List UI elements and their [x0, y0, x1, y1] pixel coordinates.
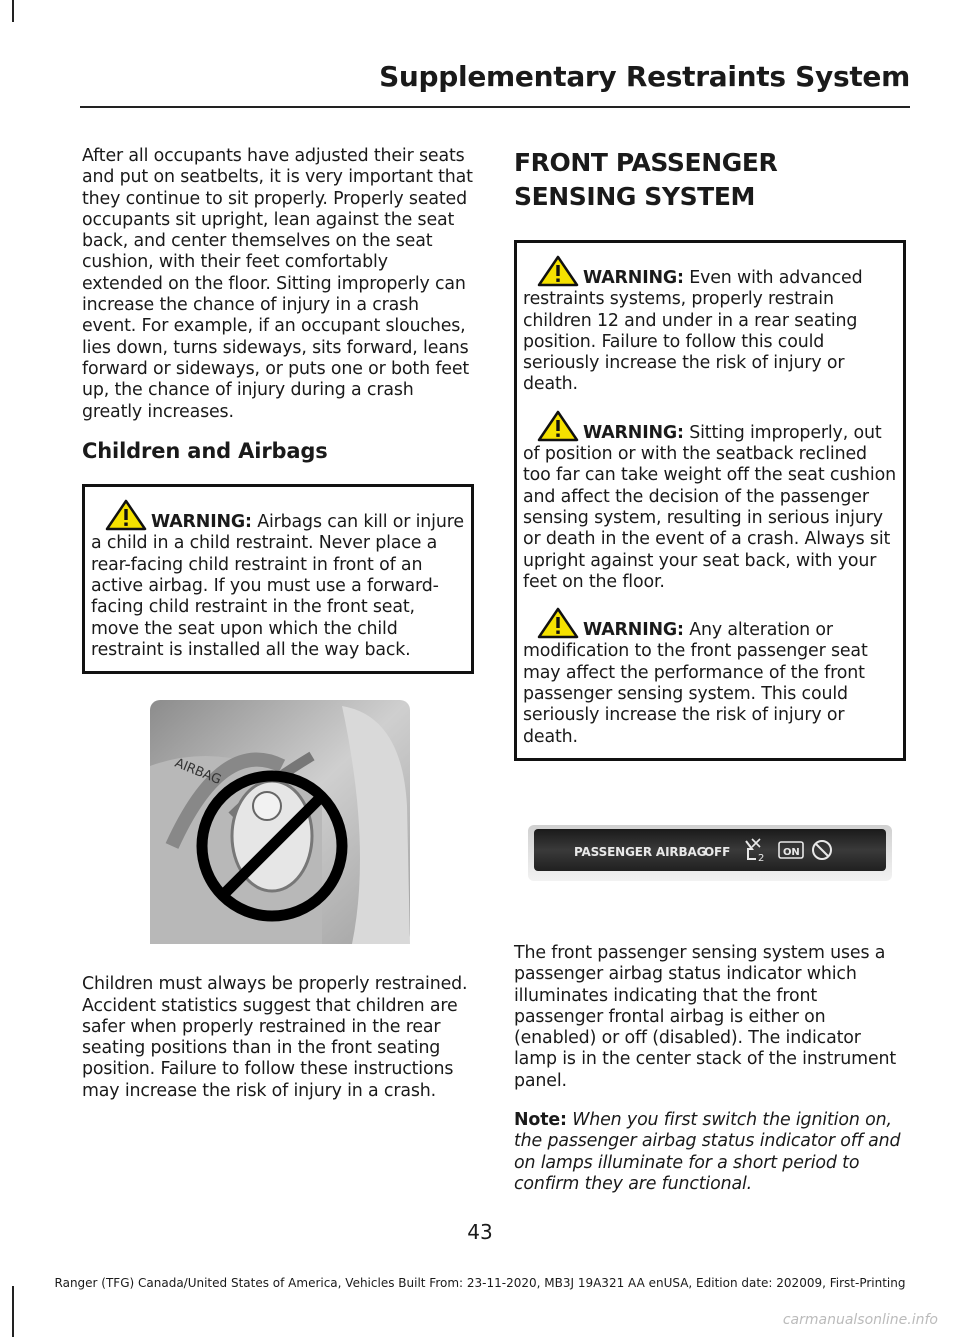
header-rule: [80, 106, 910, 108]
warning-triangle-icon: [537, 255, 579, 287]
warning-text: Even with advanced restraints systems, properly restrain children 12 and under in a rear seating position. Failure to follow this could seriously increase the risk of injury or death.: [523, 268, 863, 395]
crop-mark-bottom-left: [12, 1286, 14, 1337]
page-number: 43: [467, 1220, 493, 1244]
warning-label: WARNING:: [583, 422, 684, 443]
warning-label: WARNING:: [583, 620, 684, 641]
note-paragraph: [514, 1110, 906, 1195]
note-label: Note:: [514, 1110, 567, 1131]
indicator-paragraph: The front passenger sensing system uses a passenger airbag status indicator which illuminates indicating that the front passenger frontal airbag is either on (enabled) or off (disabled). The indicator lamp is in the center stack of the instrument panel.: [514, 942, 897, 1091]
section-heading: Children and Airbags: [82, 438, 328, 463]
svg-text:2: 2: [758, 852, 765, 864]
warning-text: Sitting improperly, out of position or with the seatback reclined too far can take weight off the seat cushion and affect the decision of the passenger sensing system, resulting in serious injury or death in the event of a crash. Always sit upright against your seat back, with your feet on the floor.: [523, 422, 896, 592]
warning-triangle-icon: [537, 607, 579, 639]
warning-box-passenger: [514, 240, 906, 761]
warning-item: [523, 255, 897, 396]
warning-text: Any alteration or modification to the front passenger seat may affect the performance of the front passenger sensing system. This could seriously increase the risk of injury or death.: [523, 620, 868, 747]
crop-mark-top-left: [12, 0, 14, 22]
airbag-label: AIRBAG: [172, 756, 224, 789]
section-heading-main: FRONT PASSENGER SENSING SYSTEM: [514, 148, 778, 211]
indicator-panel-drawing: [514, 799, 906, 899]
warning-item: [523, 607, 897, 748]
footer-text: Ranger (TFG) Canada/United States of America, Vehicles Built From: 23-11-2020, MB3J 19A321 AA enUSA, Edition date: 202009, First-Printing: [54, 1276, 906, 1290]
child-seat-airbag-drawing: [82, 696, 474, 946]
passenger-airbag-indicator-illustration: [514, 799, 906, 899]
warning-item: [523, 410, 897, 593]
watermark[interactable]: carmanualsonline.info: [782, 1312, 938, 1328]
indicator-on: ON: [783, 846, 800, 858]
warning-triangle-icon: [537, 410, 579, 442]
note-text: When you first switch the ignition on, the passenger airbag status indicator off and on lamps illuminate for a short period to confirm they are functional.: [514, 1110, 901, 1194]
warning-box: [82, 484, 474, 674]
intro-paragraph: After all occupants have adjusted their seats and put on seatbelts, it is very important that they continue to sit properly. Properly seated occupants sit upright, lean against the seat back, and center themselves on the seat cushion, with their feet comfortably extended on the floor. Sitting improperly can increase the chance of injury in a crash event. For example, if an occupant slouches, lies down, turns sideways, sits forward, leans forward or sideways, or puts one or both feet up, the chance of injury during a crash greatly increases.: [82, 146, 473, 422]
warning-item: [91, 499, 465, 661]
left-column: [82, 146, 474, 1120]
child-seat-illustration: [82, 696, 474, 946]
indicator-label: PASSENGER AIRBAG: [574, 844, 707, 859]
right-column: [514, 146, 906, 1213]
warning-label: WARNING:: [151, 512, 252, 533]
indicator-off: OFF: [704, 844, 731, 859]
page-header: Supplementary Restraints System: [379, 60, 910, 93]
warning-triangle-icon: [105, 499, 147, 531]
children-paragraph: Children must always be properly restrained. Accident statistics suggest that children are safer when properly restrained in the rear seating positions than in the front seating position. Failure to follow these instructions may increase the risk of injury in a crash.: [82, 974, 468, 1101]
warning-text: Airbags can kill or injure a child in a child restraint. Never place a rear-facing child restraint in front of an active airbag. If you must use a forward-facing child restraint in the front seat, move the seat upon which the child restraint is installed all the way back.: [91, 512, 464, 660]
warning-label: WARNING:: [583, 268, 684, 288]
